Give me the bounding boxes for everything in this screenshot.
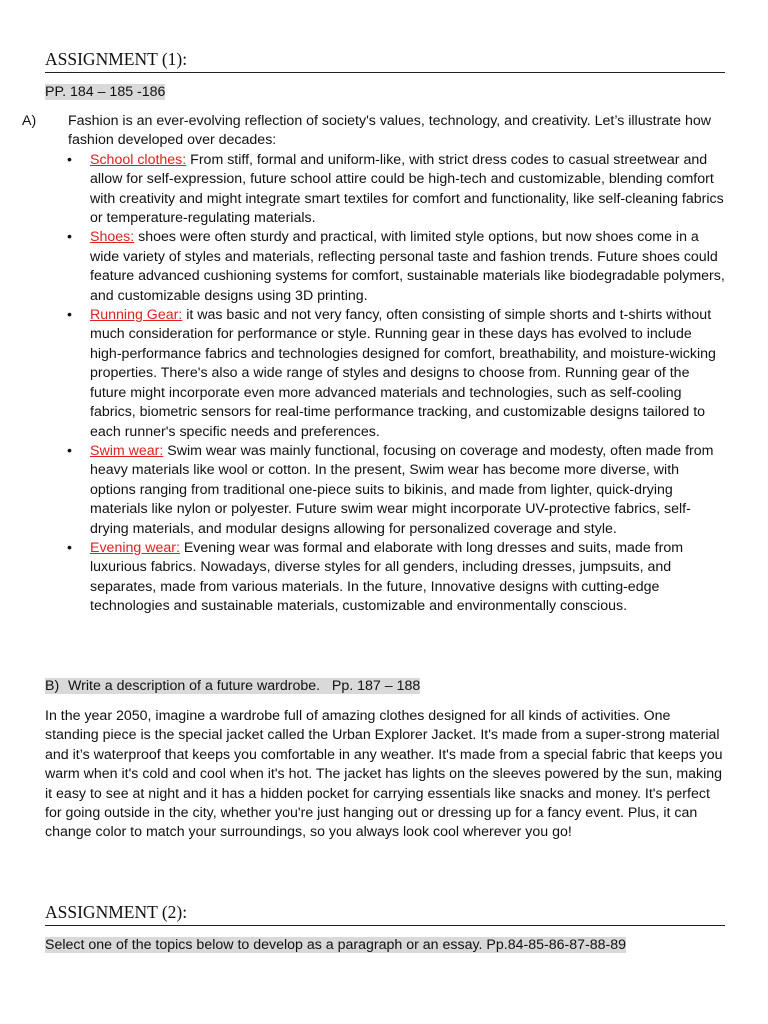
section-a-intro-text: Fashion is an ever-evolving reflection of society's values, technology, and creativity. Let’s illustrate how fashion developed over decades: xyxy=(68,113,712,149)
item-term: Evening wear: xyxy=(90,539,180,556)
list-item xyxy=(45,442,725,539)
item-term: Running Gear: xyxy=(90,307,183,324)
list-item xyxy=(45,228,725,306)
bullet-icon: • xyxy=(67,307,72,324)
item-text: it was basic and not very fancy, often consisting of simple shorts and t-shirts without much consideration for performance or style. Running gear in these days has evolved to include high-performance fabrics and technologies designed for comfort, breathability, and moisture-wicking properties. There's also a wide range of styles and designs to choose from. Running gear of the future might incorporate even more advanced materials and technologies, such as self-cooling fabrics, biometric sensors for real-time performance tracking, and customizable designs tailored to each runner's specific needs and preferences. xyxy=(90,307,716,440)
bullet-icon: • xyxy=(67,229,72,246)
list-item xyxy=(45,539,725,617)
assignment-1-pages xyxy=(45,83,165,101)
instruction-highlight: Select one of the topics below to develop as a paragraph or an essay. Pp.84-85-86-87-88-89 xyxy=(45,937,627,953)
bullet-icon: • xyxy=(67,539,72,556)
item-term: Swim wear: xyxy=(90,442,164,459)
list-item xyxy=(45,306,725,442)
fashion-list xyxy=(45,151,725,617)
section-a-label: A) xyxy=(22,113,37,129)
item-text: shoes were often sturdy and practical, with limited style options, but now shoes come in a wide variety of styles and materials, reflecting personal taste and fashion trends. Future shoes could feature advanced cushioning systems for comfort, sustainable materials like biodegradable polymers, and customizable designs using 3D printing. xyxy=(90,229,725,304)
section-b-title-text: Write a description of a future wardrobe. Pp. 187 – 188 xyxy=(68,678,421,694)
section-b-title xyxy=(45,677,420,695)
pages-highlight: PP. 184 – 185 -186 xyxy=(45,84,166,100)
assignment-1-heading: ASSIGNMENT (1): xyxy=(45,49,725,73)
assignment-2-instruction xyxy=(45,936,626,954)
list-item xyxy=(45,151,725,229)
assignment-2-heading: ASSIGNMENT (2): xyxy=(45,902,725,926)
bullet-icon: • xyxy=(67,151,72,168)
section-b-label: B) xyxy=(45,678,60,694)
section-b-highlight xyxy=(45,678,420,694)
item-text: Evening wear was formal and elaborate with long dresses and suits, made from luxurious fabrics. Nowadays, diverse styles for all genders, including dresses, jumpsuits, and separates, made from various materials. In the future, Innovative designs with cutting-edge technologies and sustainable materials, customizable and environmentally conscious. xyxy=(90,539,684,615)
section-b-body: In the year 2050, imagine a wardrobe full of amazing clothes designed for all kinds of activities. One standing piece is the special jacket called the Urban Explorer Jacket. It's made from a super-strong material and it’s waterproof that keeps you comfortable in any weather. It's made from a special fabric that keeps you warm when it's cold and cool when it's hot. The jacket has lights on the sleeves powered by the sun, making it easy to see at night and it has a hidden pocket for carrying essentials like snacks and money. It's perfect for going outside in the city, whether you're just hanging out or dressing up for a fancy event. Plus, it can change color to match your surroundings, so you always look cool wherever you go! xyxy=(45,708,723,841)
item-text: From stiff, formal and uniform-like, with strict dress codes to casual streetwear and allow for self-expression, future school attire could be high-tech and customizable, blending comfort with creativity and might integrate smart textiles for comfort and functionality, like self-cleaning fabrics or temperature-regulating materials. xyxy=(90,151,724,227)
section-a-intro xyxy=(22,112,725,151)
item-term: Shoes: xyxy=(90,229,135,246)
item-term: School clothes: xyxy=(90,151,187,168)
item-text: Swim wear was mainly functional, focusing on coverage and modesty, often made from heavy materials like wool or cotton. In the present, Swim wear has become more diverse, with options ranging from traditional one-piece suits to bikinis, and made from lighter, quick-drying materials like nylon or polyester. Future swim wear might incorporate UV-protective fabrics, self-drying materials, and modular designs allowing for personalized coverage and style. xyxy=(90,442,714,537)
bullet-icon: • xyxy=(67,442,72,459)
section-a xyxy=(22,112,725,617)
